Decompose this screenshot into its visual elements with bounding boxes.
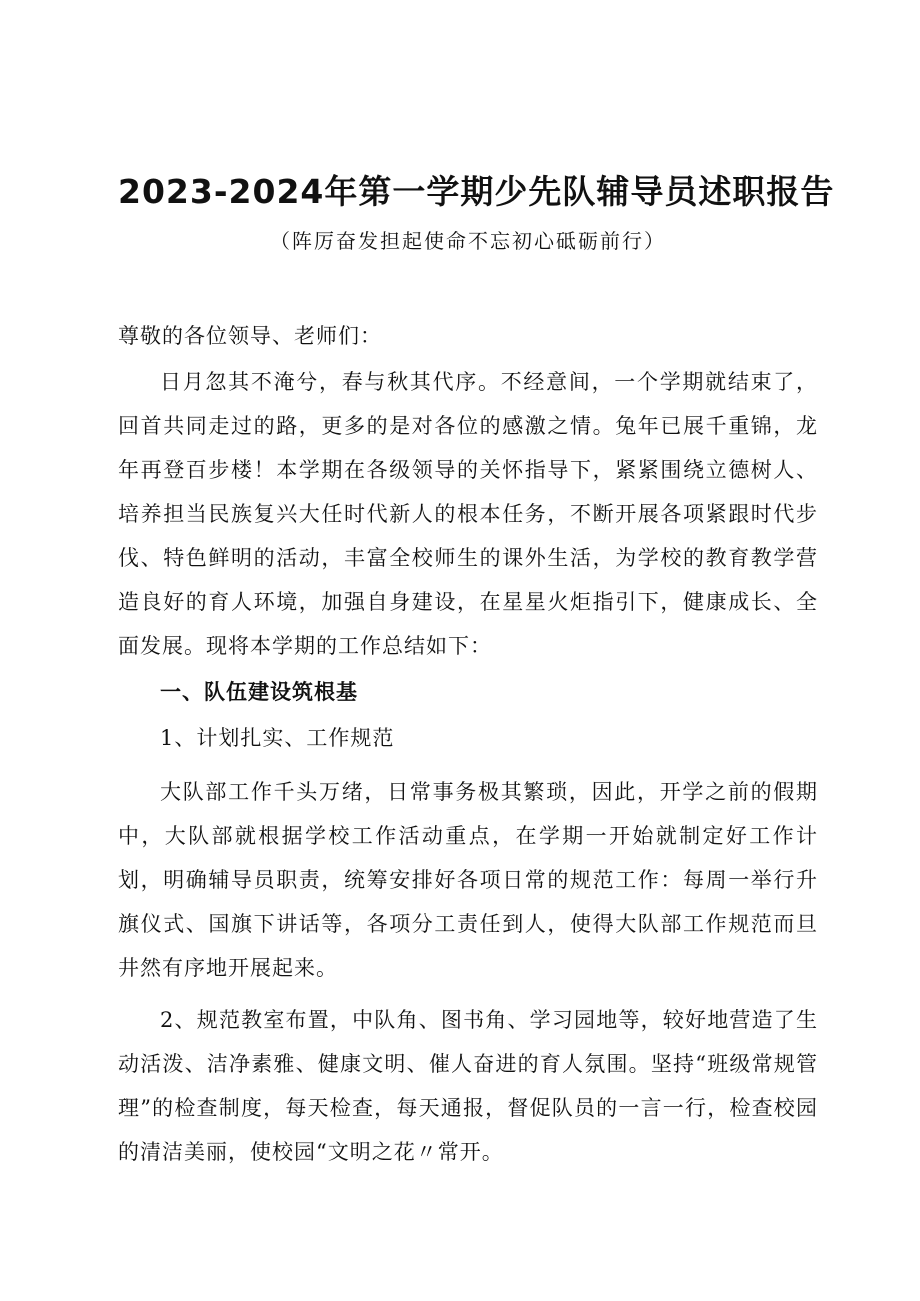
salutation: 尊敬的各位领导、老师们：	[118, 324, 382, 348]
item-paragraph-2: 2、规范教室布置，中队角、图书角、学习园地等，较好地营造了生动活泼、洁净素雅、健康文明、催人奋进的育人氛围。坚持“班级常规管理”的检查制度，每天检查，每天通报，督促队员的一言一行，检查校园的清洁美丽，使校园“文明之花〃常开。	[118, 1008, 818, 1164]
document-subtitle: （阵厉奋发担起使命不忘初心砥砺前行）	[270, 229, 666, 253]
intro-paragraph: 日月忽其不淹兮，春与秋其代序。不经意间，一个学期就结束了，回首共同走过的路，更多的是对各位的感激之情。兔年已展千重锦，龙年再登百步楼！本学期在各级领导的关怀指导下，紧紧围绕立德树人、培养担当民族复兴大任时代新人的根本任务，不断开展各项紧跟时代步伐、特色鲜明的活动，丰富全校师生的课外生活，为学校的教育教学营造良好的育人环境，加强自身建设，在星星火炬指引下，健康成长、全面发展。现将本学期的工作总结如下：	[118, 370, 818, 658]
section-heading-1: 一、队伍建设筑根基	[160, 680, 358, 704]
item-heading-1: 1、计划扎实、工作规范	[160, 726, 395, 750]
document-title: 2023-2024年第一学期少先队辅导员述职报告	[118, 172, 835, 211]
item-paragraph-1: 大队部工作千头万绪，日常事务极其繁琐，因此，开学之前的假期中，大队部就根据学校工作活动重点，在学期一开始就制定好工作计划，明确辅导员职责，统筹安排好各项日常的规范工作：每周一举行升旗仪式、国旗下讲话等，各项分工责任到人，使得大队部工作规范而旦井然有序地开展起来。	[118, 780, 818, 980]
